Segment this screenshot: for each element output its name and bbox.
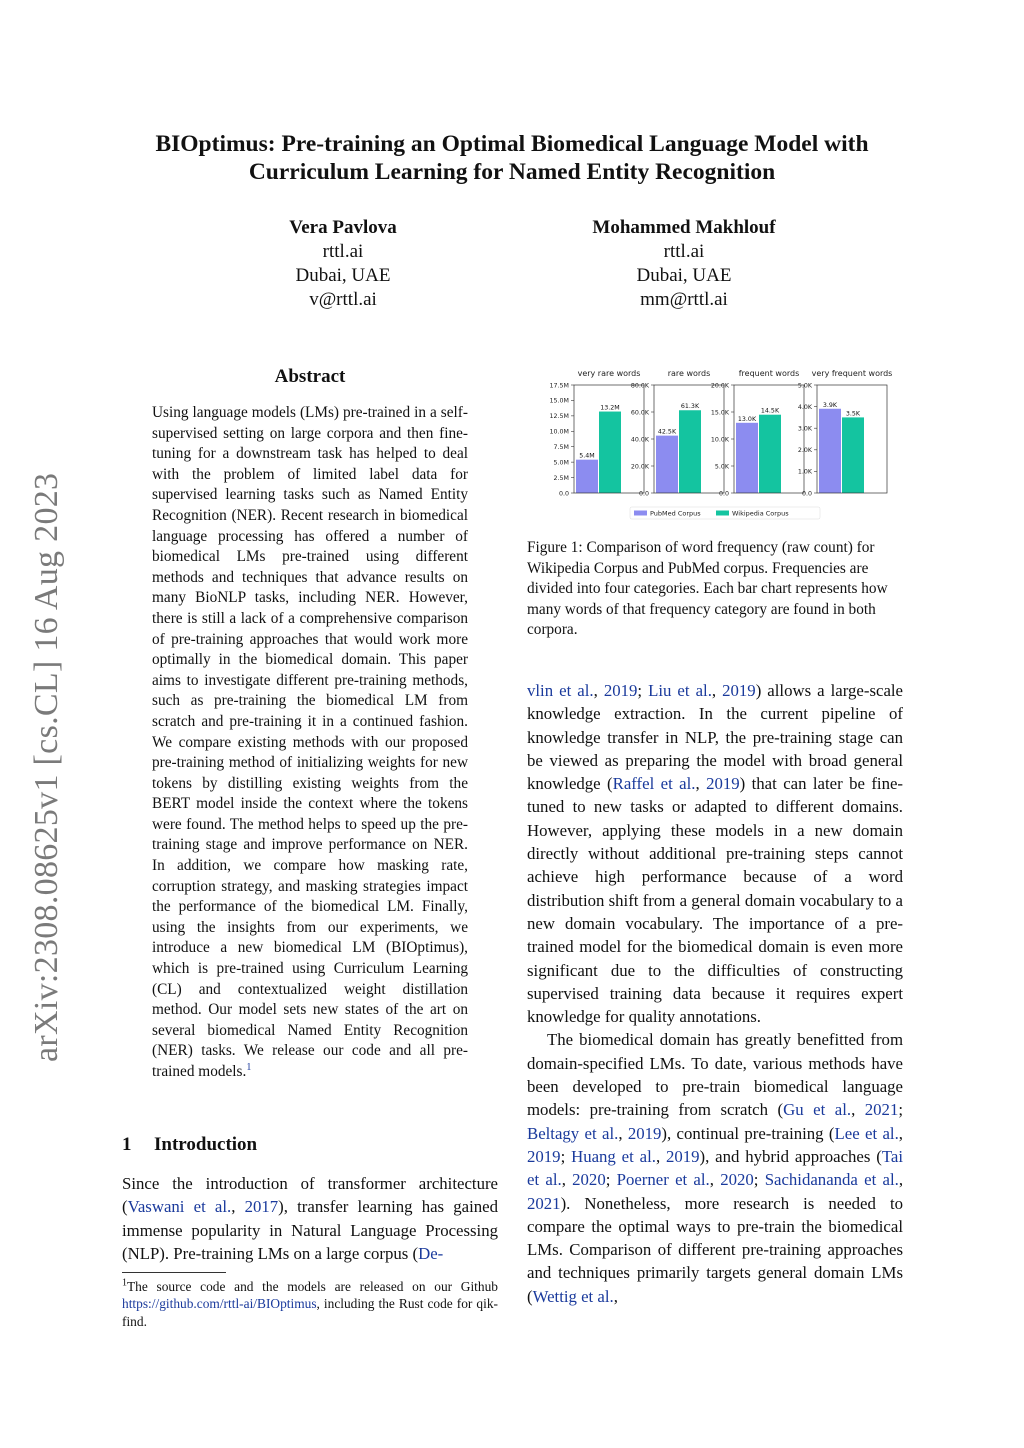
citation-link[interactable]: 2021 (527, 1193, 561, 1213)
bar-value-label: 14.5K (760, 407, 780, 415)
citation-link[interactable]: Vaswani et al. (127, 1197, 232, 1217)
arxiv-stamp: arXiv:2308.08625v1 [cs.CL] 16 Aug 2023 (28, 472, 65, 1062)
github-link[interactable]: https://github.com/rttl-ai/BIOptimus (122, 1296, 317, 1312)
footnote-text: The source code and the models are released on our Github (127, 1279, 498, 1294)
text: ), continual pre-training ( (661, 1123, 835, 1143)
abstract-body (152, 403, 468, 1083)
section-heading (122, 1134, 257, 1156)
citation-link[interactable]: Liu et al. (648, 681, 712, 700)
wikipedia-bar (679, 410, 701, 493)
text: ; (637, 681, 649, 700)
text: , (613, 1286, 618, 1306)
y-tick-label: 10.0M (549, 428, 569, 436)
text: , (851, 1100, 865, 1120)
pubmed-bar (576, 460, 598, 493)
y-tick-label: 4.0K (797, 403, 812, 411)
footnote-mark: 1 (122, 1277, 127, 1289)
text: , (709, 1170, 721, 1190)
y-tick-label: 80.0K (630, 382, 649, 390)
paragraph (527, 1028, 903, 1308)
footnote-ref[interactable]: 1 (246, 1061, 252, 1073)
text: , (655, 1146, 666, 1166)
y-tick-label: 0.0 (801, 490, 812, 498)
panel-title: rare words (667, 369, 711, 378)
y-tick-label: 7.5M (553, 444, 569, 452)
citation-link[interactable]: Tai et al. (527, 1146, 904, 1190)
bar-value-label: 13.2M (600, 404, 620, 412)
figure-caption: Figure 1: Comparison of word frequency (raw count) for Wikipedia Corpus and PubMed corpus. Frequencies are divided into four categories. Each bar chart represents how many words of that frequency category are found in both corpora. (527, 539, 888, 639)
text: ). Nonetheless, more research is needed to compare the optimal ways to pre-train the biomedical LMs. Comparison of different pre-training approaches and techniques primarily targets general domain LMs ( (527, 1193, 903, 1306)
author-1 (193, 216, 493, 312)
y-tick-label: 5.0K (714, 463, 729, 471)
text: The biomedical domain has greatly benefitted from domain-specified LMs. To date, various methods have been developed to pre-train biomedical language models: pre-training from scratch ( (527, 1030, 903, 1120)
bar-value-label: 3.5K (845, 410, 861, 418)
y-tick-label: 20.0K (630, 463, 649, 471)
citation-link[interactable]: Beltagy et al. (527, 1123, 619, 1143)
text: Since the introduction of transformer architecture ( (122, 1174, 498, 1217)
citation-link[interactable]: 2019 (627, 1123, 662, 1143)
y-tick-label: 60.0K (630, 409, 649, 417)
citation-link[interactable]: Sachidananda et al. (764, 1170, 899, 1190)
bar-value-label: 3.9K (822, 401, 838, 409)
citation-link[interactable]: 2021 (864, 1100, 899, 1120)
citation-link[interactable]: Huang et al. (571, 1146, 656, 1166)
y-tick-label: 40.0K (630, 436, 649, 444)
paper-title: BIOptimus: Pre-training an Optimal Biomedical Language Model with Curriculum Learning for Named Entity Recognition (155, 131, 869, 185)
author-email: mm@rttl.ai (640, 289, 728, 310)
author-2 (534, 216, 834, 312)
y-tick-label: 10.0K (710, 436, 729, 444)
author-name: Mohammed Makhlouf (592, 217, 776, 238)
citation-link[interactable]: Poerner et al. (616, 1170, 710, 1190)
y-tick-label: 15.0M (549, 397, 569, 405)
right-column-text (527, 679, 903, 1308)
author-org: rttl.ai (322, 241, 364, 262)
y-tick-label: 2.5M (553, 474, 569, 482)
citation-link[interactable]: 2017 (244, 1197, 279, 1217)
text: ) allows a large-scale knowledge extraction. In the current pipeline of knowledge transfer in NLP, the pre-training stage can be viewed as preparing the model with broad general knowledge ( (527, 681, 904, 794)
y-tick-label: 17.5M (549, 382, 569, 390)
section-number: 1 (122, 1134, 132, 1155)
text: , (561, 1170, 573, 1190)
citation-link[interactable]: 2019 (665, 1146, 700, 1166)
bar-value-label: 13.0K (737, 415, 757, 423)
panel-title: frequent words (738, 369, 800, 378)
citation-link[interactable]: Gu et al. (783, 1100, 852, 1120)
citation-link[interactable]: vlin et al. (527, 681, 594, 700)
author-location: Dubai, UAE (636, 265, 732, 286)
citation-link[interactable]: De- (418, 1243, 444, 1263)
text: , (593, 681, 604, 700)
text: , (231, 1197, 245, 1217)
y-tick-label: 1.0K (797, 468, 812, 476)
citation-link[interactable]: Raffel et al. (612, 774, 696, 794)
bar-value-label: 5.4M (579, 452, 595, 460)
legend-label-pubmed: PubMed Corpus (650, 509, 701, 518)
y-tick-label: 2.0K (797, 447, 812, 455)
legend-swatch-pubmed (634, 511, 647, 516)
text: , (695, 774, 707, 794)
citation-link[interactable]: 2020 (720, 1170, 754, 1190)
text: , (898, 1123, 903, 1143)
y-tick-label: 12.5M (549, 413, 569, 421)
y-tick-label: 0.0 (638, 490, 649, 498)
text: ; (605, 1170, 617, 1190)
y-tick-label: 5.0K (797, 382, 812, 390)
abstract-text: Using language models (LMs) pre-trained in a self-supervised setting on large corpora and then fine-tuning for a downstream task has helped to deal with the problem of limited label data for supervised learning tasks such as Named Entity Recognition (NER). Recent research in biomedical language processing has offered a number of biomedical LMs pre-trained using different methods and techniques that advance results on many BioNLP tasks, including NER. However, there is still a lack of a comprehensive comparison of pre-training approaches that would work more optimally in the biomedical domain. This paper aims to investigate different pre-training methods, such as pre-training the biomedical LM from scratch and pre-training it in a continued fashion. We compare existing methods with our proposed pre-training method of initializing weights for new tokens by distilling existing weights from the BERT model inside the context where the tokens were found. The method helps to speed up the pre-training stage and improve performance on NER. In addition, we compare how masking rate, corruption strategy, and masking strategies impact the performance of the biomedical LM. Finally, using the insights from our experiments, we introduce a new biomedical LM (BIOptimus), which is pre-trained using Curriculum Learning (CL) and contextualized weight distillation method. Our model sets new states of the art on several biomedical Named Entity Recognition (NER) tasks. We release our code and all pre-trained models. (152, 404, 468, 1080)
text: , (711, 681, 723, 700)
footnote (122, 1278, 498, 1330)
citation-link[interactable]: Wettig et al. (532, 1286, 614, 1306)
text: , (618, 1123, 628, 1143)
citation-link[interactable]: 2019 (527, 1146, 561, 1166)
pubmed-bar (819, 409, 841, 493)
citation-link[interactable]: 2019 (603, 681, 638, 700)
author-location: Dubai, UAE (295, 265, 391, 286)
intro-paragraph (122, 1172, 498, 1265)
text: ; (560, 1146, 572, 1166)
footnote-rule (122, 1272, 226, 1273)
author-email: v@rttl.ai (309, 289, 377, 310)
pubmed-bar (656, 436, 678, 493)
wikipedia-bar (759, 415, 781, 493)
panel-title: very frequent words (811, 369, 893, 378)
author-name: Vera Pavlova (289, 217, 397, 238)
panel-title: very rare words (577, 369, 641, 378)
pubmed-bar (736, 423, 758, 493)
text: ; (898, 1100, 903, 1120)
abstract-heading: Abstract (274, 366, 346, 387)
text: ; (753, 1170, 765, 1190)
y-tick-label: 3.0K (797, 425, 812, 433)
text: ), and hybrid approaches ( (699, 1146, 882, 1166)
text: ), transfer learning has gained immense popularity in Natural Language Processing (NLP). Pre-training LMs on a large corpus ( (122, 1197, 498, 1263)
y-tick-label: 5.0M (553, 459, 569, 467)
citation-link[interactable]: 2019 (722, 681, 756, 700)
footnote-text: , including the Rust code for qik-find. (122, 1296, 498, 1329)
text: ) that can later be fine-tuned to new tasks or adapted to different domains. However, applying these models in a new domain directly without additional pre-training steps cannot achieve high performance because of a word distribution shift from a general domain vocabulary to a new domain vocabulary. The importance of a pre-trained model for the biomedical domain is even more significant due to the difficulties of constructing supervised training data because it requires expert knowledge for quality annotations. (527, 774, 904, 1027)
citation-link[interactable]: 2019 (706, 774, 740, 794)
citation-link[interactable]: Lee et al. (834, 1123, 899, 1143)
y-tick-label: 0.0 (718, 490, 729, 498)
word-frequency-chart (527, 362, 903, 522)
y-tick-label: 20.0K (710, 382, 729, 390)
wikipedia-bar (599, 412, 621, 493)
text: , (898, 1170, 904, 1190)
bar-value-label: 42.5K (657, 428, 677, 436)
y-tick-label: 15.0K (710, 409, 729, 417)
legend-label-wikipedia: Wikipedia Corpus (732, 509, 789, 518)
bar-value-label: 61.3K (680, 403, 700, 411)
author-org: rttl.ai (663, 241, 705, 262)
section-title: Introduction (154, 1134, 258, 1155)
legend-swatch-wikipedia (716, 511, 729, 516)
paragraph (527, 679, 903, 1028)
y-tick-label: 0.0 (558, 490, 569, 498)
citation-link[interactable]: 2020 (572, 1170, 606, 1190)
wikipedia-bar (842, 417, 864, 493)
